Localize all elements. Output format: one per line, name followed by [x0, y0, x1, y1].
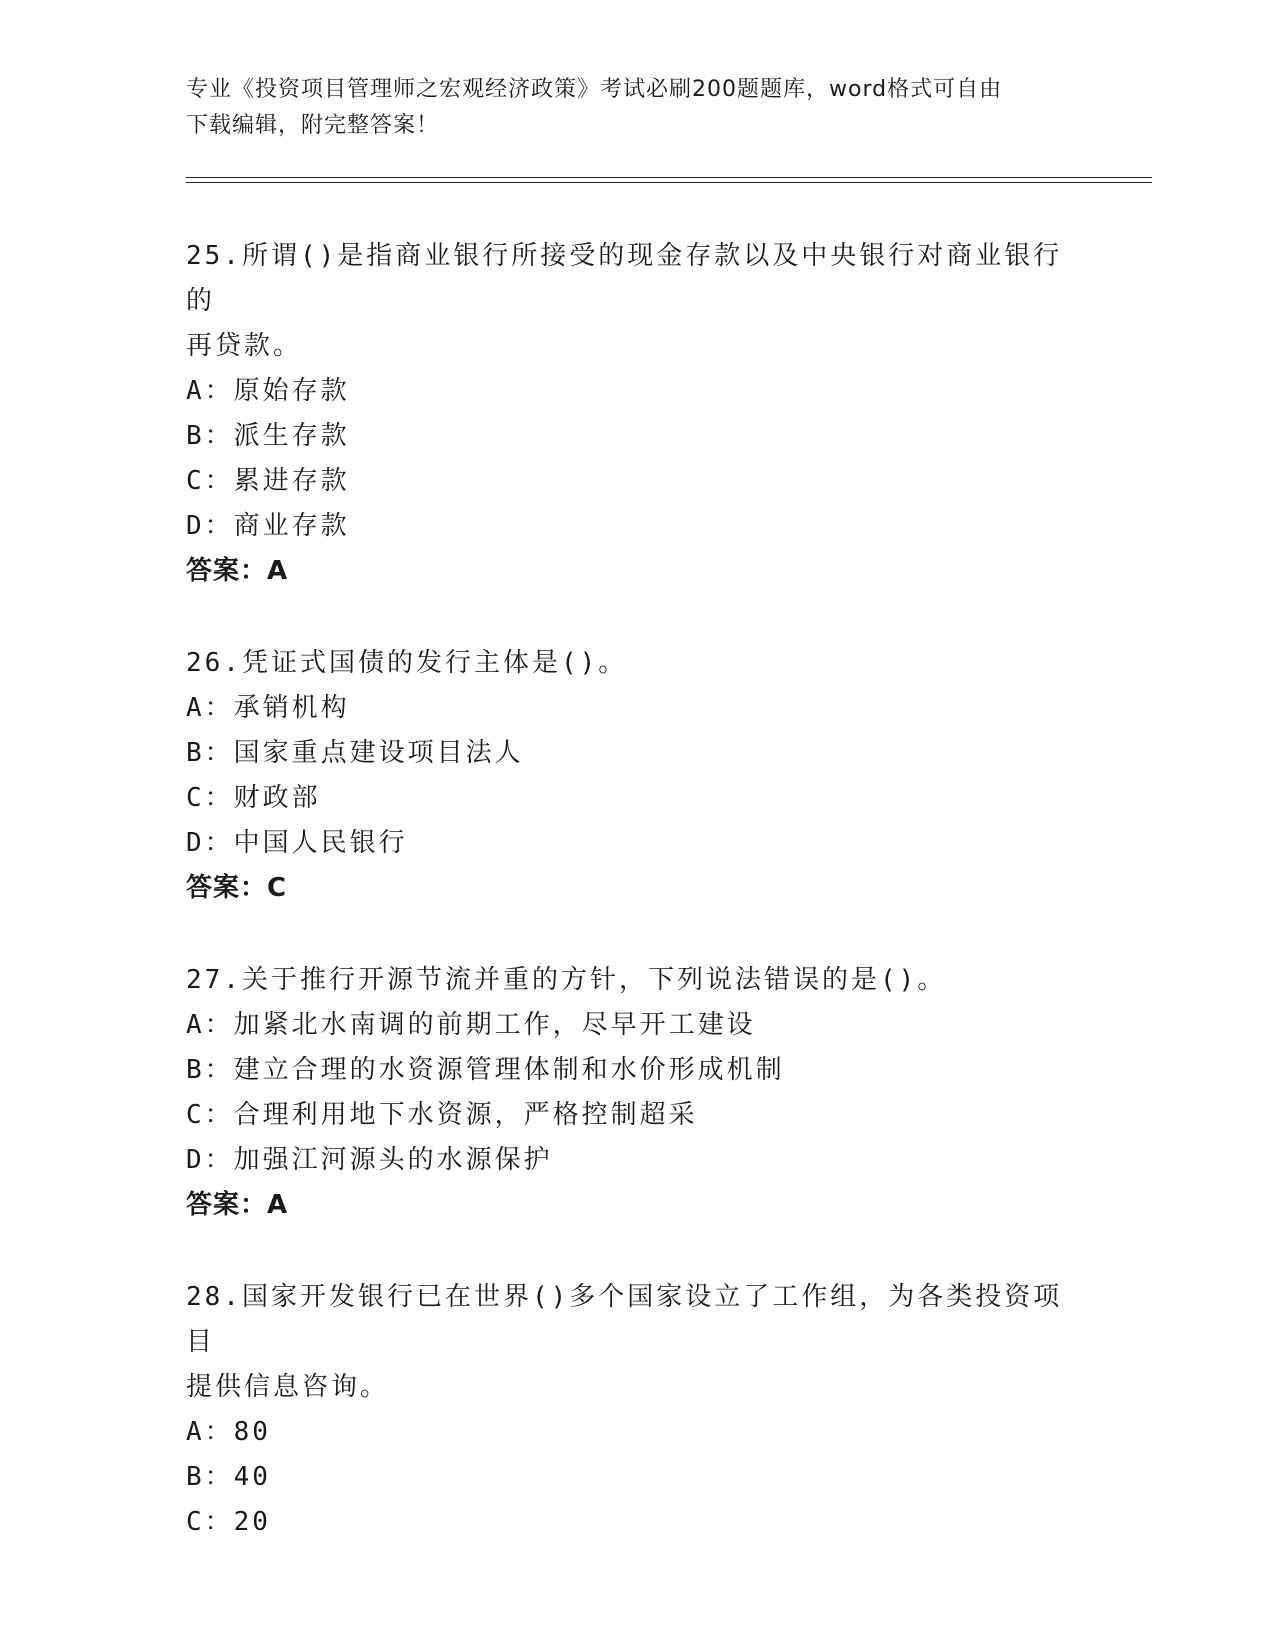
option-a: A：原始存款 — [186, 376, 350, 406]
question-stem-line: 27.关于推行开源节流并重的方针，下列说法错误的是()。 — [186, 965, 947, 995]
header-divider-top — [186, 177, 1152, 178]
questions-list — [186, 234, 1086, 1592]
question-stem-line: 提供信息咨询。 — [186, 1372, 390, 1402]
answer-line: 答案：A — [186, 556, 289, 586]
option-c: C：累进存款 — [186, 466, 350, 496]
question-27 — [186, 958, 1086, 1228]
option-c: C：合理利用地下水资源，严格控制超采 — [186, 1100, 698, 1130]
option-a: A：80 — [186, 1417, 271, 1447]
header-divider-bottom — [186, 182, 1152, 183]
option-d: D：商业存款 — [186, 511, 350, 541]
question-stem-line: 28.国家开发银行已在世界()多个国家设立了工作组，为各类投资项目 — [186, 1282, 1063, 1357]
question-stem-line: 26.凭证式国债的发行主体是()。 — [186, 648, 628, 678]
option-b: B：40 — [186, 1462, 271, 1492]
header-line-2: 下载编辑，附完整答案！ — [186, 113, 440, 138]
answer-line: 答案：A — [186, 1190, 289, 1220]
document-header — [186, 72, 1086, 144]
option-d: D：中国人民银行 — [186, 828, 408, 858]
answer-line: 答案：C — [186, 873, 288, 903]
option-a: A：承销机构 — [186, 693, 350, 723]
option-b: B：国家重点建设项目法人 — [186, 738, 524, 768]
option-c: C：财政部 — [186, 783, 321, 813]
option-a: A：加紧北水南调的前期工作，尽早开工建设 — [186, 1010, 756, 1040]
option-d: D：加强江河源头的水源保护 — [186, 1145, 553, 1175]
question-26 — [186, 641, 1086, 911]
option-b: B：派生存款 — [186, 421, 350, 451]
question-28 — [186, 1275, 1086, 1545]
header-line-1: 专业《投资项目管理师之宏观经济政策》考试必刷200题题库，word格式可自由 — [186, 77, 1003, 102]
question-stem-line: 再贷款。 — [186, 331, 303, 361]
question-stem-line: 25.所谓()是指商业银行所接受的现金存款以及中央银行对商业银行的 — [186, 241, 1063, 316]
question-25 — [186, 234, 1086, 594]
option-b: B：建立合理的水资源管理体制和水价形成机制 — [186, 1055, 785, 1085]
option-c: C：20 — [186, 1507, 271, 1537]
